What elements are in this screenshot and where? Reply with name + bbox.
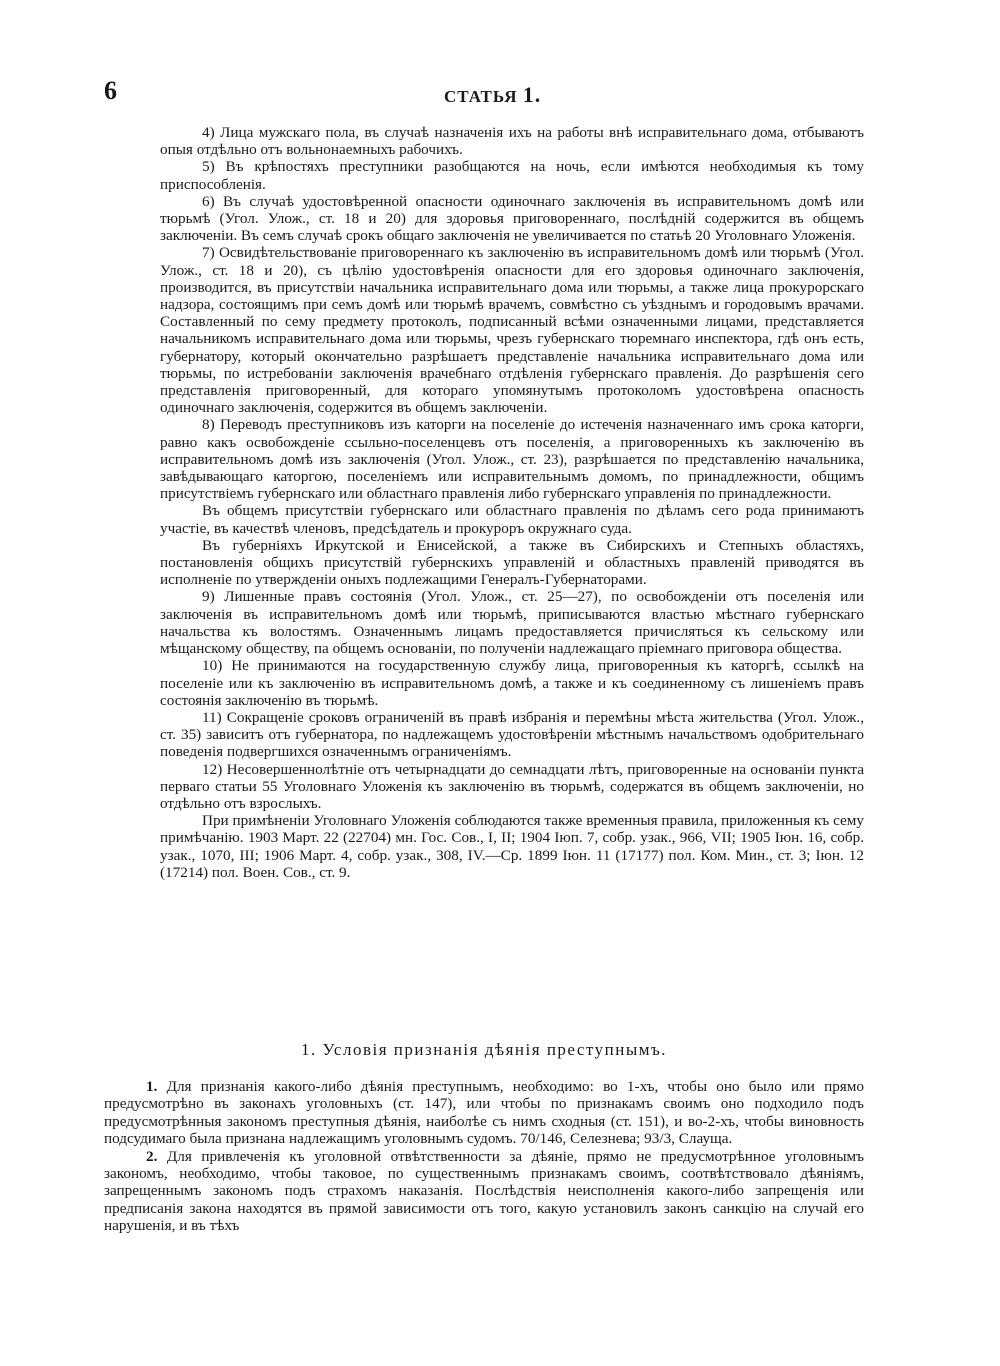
running-head-label: СТАТЬЯ: [444, 87, 518, 106]
comment-text: Для привлеченія къ уголовной отвѣтственности за дѣяніе, прямо не предусмотрѣнное уголовнымъ закономъ, необходимо, чтобы таковое, по существеннымъ признакамъ своимъ, соотвѣтствовало дѣяніямъ, запрещеннымъ закономъ подъ страхомъ наказанія. Послѣдствія неисполненія какого-либо запрещенія или предписанія закона находятся въ прямой зависимости отъ того, какую установилъ законъ санкцію на случай его нарушенія, и въ тѣхъ: [104, 1147, 864, 1235]
comment-number: 2.: [146, 1147, 158, 1165]
comment-number: 1.: [146, 1078, 158, 1095]
comment-item: [104, 1078, 864, 1148]
running-head-article-number: 1.: [522, 82, 542, 107]
paragraph: 4) Лица мужскаго пола, въ случаѣ назначенія ихъ на работы внѣ исправительнаго дома, отбываютъ опыя отдѣльно отъ вольнонаемныхъ рабочихъ.: [160, 124, 864, 159]
page-number: 6: [104, 76, 117, 105]
paragraph: 6) Въ случаѣ удостовѣренной опасности одиночнаго заключенія въ исправительномъ домѣ или тюрьмѣ (Угол. Улож., ст. 18 и 20) для здоровья приговореннаго, послѣдній содержится въ общемъ заключеніи. Въ семъ случаѣ срокъ общаго заключенія не увеличивается по статьѣ 20 Уголовнаго Уложенія.: [160, 192, 864, 245]
paragraph: 10) Не принимаются на государственную службу лица, приговоренныя къ каторгѣ, ссылкѣ на поселеніе или къ заключенію въ исправительномъ домѣ, а также и къ соединенному съ лишеніемъ правъ состоянія заключенію въ тюрьмѣ.: [160, 657, 864, 709]
paragraph: 11) Сокращеніе сроковъ ограниченій въ правѣ избранія и перемѣны мѣста жительства (Угол. Улож., ст. 35) зависитъ отъ губернатора, по надлежащемъ удостовѣреніи мѣстнымъ начальствомъ одобрительнаго поведенія подвергшихся означеннымъ ограниченіямъ.: [160, 708, 864, 761]
running-head: [444, 82, 541, 108]
paragraph: 9) Лишенные правъ состоянія (Угол. Улож., ст. 25—27), по освобожденіи отъ поселенія или заключенія въ исправительномъ домѣ или тюрьмѣ, приписываются властью мѣстнаго губернскаго начальства къ волостямъ. Означеннымъ лицамъ предоставляется причисляться къ сельскому или мѣщанскому обществу, па общемъ основаніи, по полученіи надлежащаго пріемнаго приговора общества.: [160, 588, 864, 658]
paragraph: 8) Переводъ преступниковъ изъ каторги на поселеніе до истеченія назначеннаго имъ срока каторги, равно какъ освобожденіе ссыльно-поселенцевъ отъ поселенія, а приговоренныхъ къ заключенію въ исправительномъ домѣ изъ заключенія (Угол. Улож., ст. 23), разрѣшается по представленію начальника, завѣдывающаго каторгою, поселеніемъ или исправительнымъ домомъ, по принадлежности, общимъ присутствіемъ губернскаго или областнаго правленія либо губернскаго управленія по принадлежности.: [160, 416, 864, 503]
paragraph: 5) Въ крѣпостяхъ преступники разобщаются на ночь, если имѣются необходимыя къ тому приспособленія.: [160, 158, 864, 193]
paragraph: При примѣненіи Уголовнаго Уложенія соблюдаются также временныя правила, приложенныя къ сему примѣчанію. 1903 Март. 22 (22704) мн. Гос. Сов., I, II; 1904 Іюп. 7, собр. узак., 966, VII; 1905 Іюн. 16, собр. узак., 1070, III; 1906 Март. 4, собр. узак., 308, IV.—Ср. 1899 Іюн. 11 (17177) пол. Ком. Мин., ст. 3; Іюн. 12 (17214) пол. Воен. Сов., ст. 9.: [160, 812, 864, 881]
comments-block: [104, 1078, 864, 1235]
page-header: [104, 76, 864, 116]
comment-item: [104, 1148, 864, 1235]
comment-text: Для признанія какого-либо дѣянія преступнымъ, необходимо: во 1-хъ, чтобы оно было или прямо предусмотрѣно въ законахъ уголовныхъ (ст. 147), или чтобы по признакамъ своимъ оно подходило подъ предусмотрѣнныя закономъ преступныя дѣянія, наиболѣе съ нимъ сходныя (ст. 151), и во-2-хъ, чтобы виновность подсудимаго была признана надлежащимъ уголовнымъ судомъ. 70/146, Селезнева; 93/3, Слауща.: [104, 1078, 864, 1148]
paragraph: Въ губерніяхъ Иркутской и Енисейской, а также въ Сибирскихъ и Степныхъ областяхъ, постановленія общихъ присутствій губернскихъ управленій и областныхъ правленій приводятся въ исполненіе по утвержденіи оныхъ подлежащими Генералъ-Губернаторами.: [160, 536, 864, 589]
section-title: 1. Условія признанія дѣянія преступнымъ.: [300, 1040, 668, 1059]
paragraph: 7) Освидѣтельствованіе приговореннаго къ заключенію въ исправительномъ домѣ или тюрьмѣ (Угол. Улож., ст. 18 и 20), съ цѣлію удостовѣренія опасности для его здоровья одиночнаго заключенія, производится, въ присутствіи начальника исправительнаго дома или тюрьмы, а также лица прокурорскаго надзора, состоящимъ при семъ домѣ или тюрьмѣ врачемъ, совмѣстно съ уѣзднымъ и городовымъ врачами. Составленный по сему предмету протоколъ, подписанный всѣми означенными лицами, представляется начальникомъ исправительнаго дома или тюрьмы, чрезъ губернскаго тюремнаго инспектора, гдѣ онъ есть, губернатору, который окончательно разрѣшаетъ представленіе начальника исправительнаго дома или тюрьмы, по истребованіи заключенія врачебнаго отдѣленія губернскаго правленія. До разрѣшенія сего представленія приговоренный, для котораго упомянутымъ протоколомъ удостовѣрена опасность одиночнаго заключенія, содержится въ общемъ заключеніи.: [160, 244, 864, 417]
paragraph: Въ общемъ присутствіи губернскаго или областнаго правленія по дѣламъ сего рода принимаютъ участіе, въ качествѣ членовъ, предсѣдатель и прокуроръ окружнаго суда.: [160, 502, 864, 537]
paragraph: 12) Несовершеннолѣтніе отъ четырнадцати до семнадцати лѣтъ, приговоренные на основаніи пункта перваго статьи 55 Уголовнаго Уложенія къ заключенію въ тюрьмѣ, содержатся въ общемъ заключеніи, но отдѣльно отъ взрослыхъ.: [160, 760, 864, 812]
article-note-text: [160, 124, 864, 881]
